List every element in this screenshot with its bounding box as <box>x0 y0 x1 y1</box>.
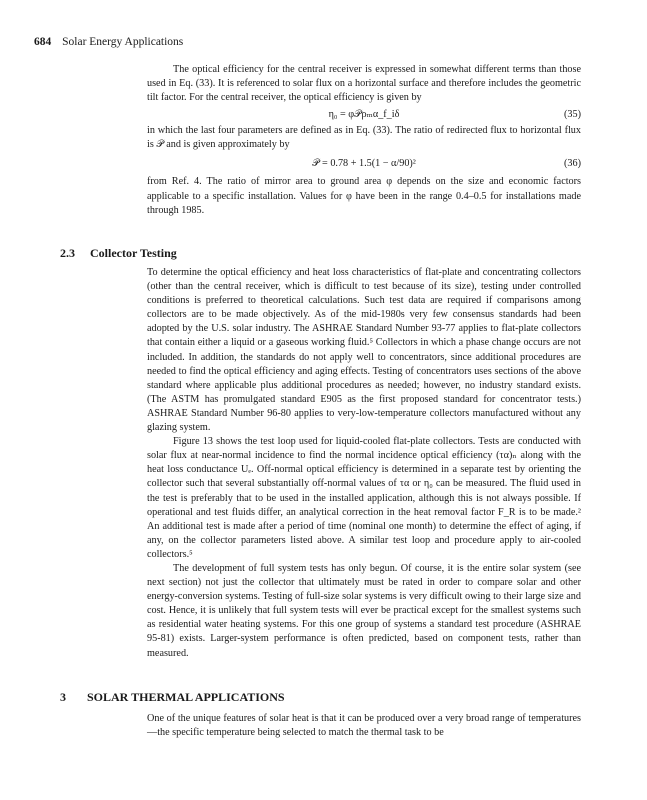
section-number: 2.3 <box>60 246 75 260</box>
paragraph: One of the unique features of solar heat is that it can be produced over a very broad range of temperatures—the specific temperature being selected to match the thermal task to be <box>147 713 581 739</box>
section-title: Collector Testing <box>90 246 177 260</box>
equation-expression: 𝒫 = 0.78 + 1.5(1 − α/90)² <box>312 158 416 170</box>
section-2-3-body <box>147 266 581 661</box>
equation-number: (36) <box>564 158 581 170</box>
paragraph: from Ref. 4. The ratio of mirror area to ground area φ depends on the size and economic factors applicable to a specific installation. Values for φ have been in the range 0.4–0.5 for installations made through 1985. <box>147 176 581 216</box>
equation-number: (35) <box>564 109 581 121</box>
intro-block <box>147 63 581 218</box>
section-heading-3 <box>60 690 285 705</box>
running-title: Solar Energy Applications <box>62 36 184 48</box>
section-title: SOLAR THERMAL APPLICATIONS <box>87 690 285 704</box>
running-header <box>34 36 183 48</box>
paragraph: The development of full system tests has only begun. Of course, it is the entire solar system (see next section) not just the collector that ultimately must be rated in order to compare solar and other energy-conversion systems. Testing of full-size solar systems is very difficult owing to their large size and cost. Hence, it is unlikely that full system tests will ever be practical except for the smallest systems such as residential water heating systems. For this one group of systems a standard test procedure (ASHRAE 95-81) exists. Larger-system performance is often predicted, based on component tests, rather than measured. <box>147 562 581 659</box>
section-heading-2-3 <box>60 246 177 261</box>
section-3-body <box>147 712 581 740</box>
equation-36 <box>147 156 581 172</box>
equation-35 <box>147 107 581 123</box>
paragraph: To determine the optical efficiency and heat loss characteristics of flat-plate and concentrating collectors (other than the central receiver, which is difficult to test because of its size), testing under controlled conditions is preferred to theoretical calculations. Such test data are required if comparisons among collectors are to be made objectively. As of the mid-1980s very few consensus standards had been adopted by the U.S. solar industry. The ASHRAE Standard Number 93-77 applies to flat-plate collectors that contain either a liquid or a gaseous working fluid.⁵ Collectors in which a phase change occurs are not included. In addition, the standards do not apply well to concentrators, since additional procedures are needed to find the optical efficiency and aging effects. Testing of concentrators uses sections of the above standard where applicable plus additional procedures as needed; however, no industry standard exists. (The ASTM has promulgated standard E905 as the first proposed standard for concentrator tests.) ASHRAE Standard Number 96-80 applies to very-low-temperature collectors manufactured without any glazing system. <box>147 267 581 434</box>
page-number: 684 <box>34 36 52 48</box>
section-number: 3 <box>60 690 66 704</box>
equation-expression: η₀ = φ𝒫ρₘα_f_iδ <box>328 109 400 121</box>
paragraph: Figure 13 shows the test loop used for liquid-cooled flat-plate collectors. Tests are conducted with solar flux at near-normal incidence to find the normal incidence optical efficiency (τα)ₙ along with the heat loss conductance Uₑ. Off-normal optical efficiency is determined in a separate test by orienting the collector such that several substantially off-normal values of τα or η₀ can be measured. The fluid used in the test is preferably that to be used in the installed application, although this is not always possible. If operational and test fluids differ, an analytical correction in the heat removal factor F_R is to be made.² An additional test is made after a period of time (nominal one month) to determine the effect of aging, if any, on the collector parameters listed above. A similar test loop and procedure apply to air-cooled collectors.⁵ <box>147 436 581 560</box>
paragraph: The optical efficiency for the central receiver is expressed in somewhat different terms than those used in Eq. (33). It is referenced to solar flux on a horizontal surface and therefore includes the geometric tilt factor. For the central receiver, the optical efficiency is given by <box>147 64 581 104</box>
paragraph: in which the last four parameters are defined as in Eq. (33). The ratio of redirected flux to horizontal flux is 𝒫 and is given approximately by <box>147 125 581 151</box>
